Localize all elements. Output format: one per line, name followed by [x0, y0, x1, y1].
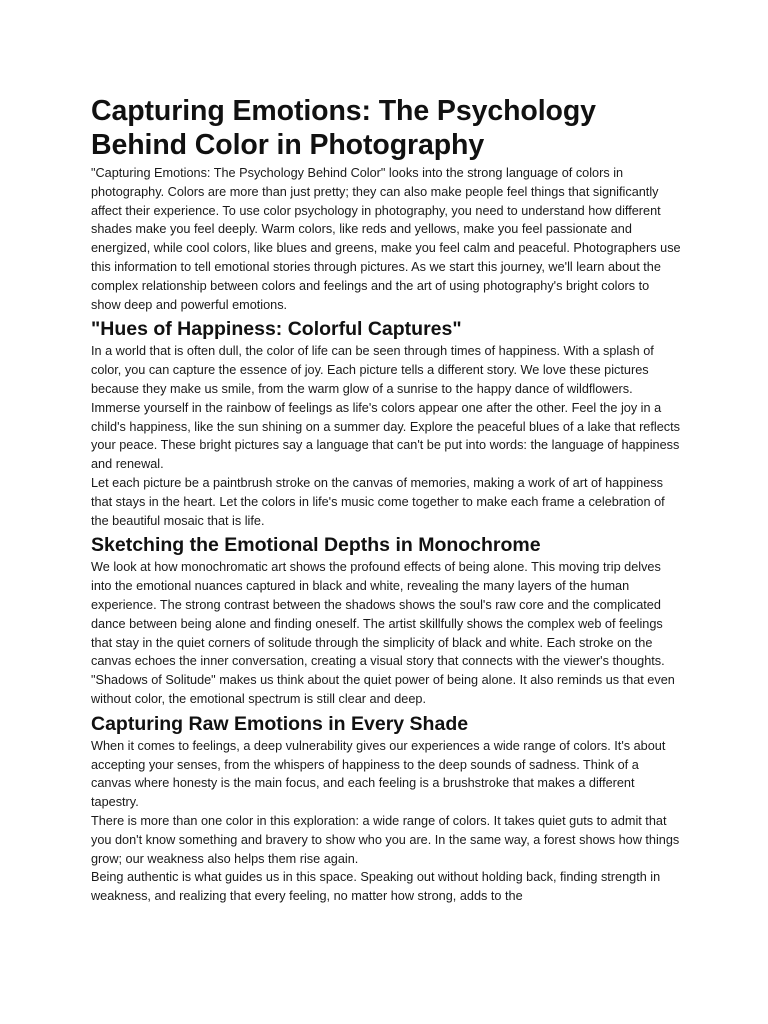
section-heading: "Hues of Happiness: Colorful Captures"	[91, 318, 462, 341]
section-monochrome	[91, 532, 681, 708]
section-hues-of-happiness	[91, 316, 681, 530]
page-title: Capturing Emotions: The Psychology Behind Color in Photography	[91, 95, 596, 161]
section-paragraph: When it comes to feelings, a deep vulnerability gives our experiences a wide range of colors. It's about accepting your senses, from the whispers of happiness to the deep sounds of sadness. Think of a canvas where honesty is the main focus, and each feeling is a brushstroke that makes a different tapestry.	[91, 738, 666, 810]
section-paragraph: Let each picture be a paintbrush stroke on the canvas of memories, making a work of art of happiness that stays in the heart. Let the colors in life's music come together to make each frame a celebration of the beautiful mosaic that is life.	[91, 475, 665, 528]
section-heading: Sketching the Emotional Depths in Monochrome	[91, 534, 541, 557]
section-paragraph: Being authentic is what guides us in this space. Speaking out without holding back, finding strength in weakness, and realizing that every feeling, no matter how strong, adds to the	[91, 870, 661, 904]
section-paragraph: We look at how monochromatic art shows the profound effects of being alone. This moving trip delves into the emotional nuances captured in black and white, revealing the many layers of the human experience. The strong contrast between the shadows shows the soul's raw core and the complicated dance between being alone and finding oneself. The artist skillfully shows the complex web of feelings that stay in the quiet corners of solitude through the simplicity of black and white. Each stroke on the canvas echoes the inner conversation, creating a visual story that connects with the viewer's thoughts. "Shadows of Solitude" makes us think about the quiet power of being alone. It also reminds us that even without color, the emotional spectrum is still clear and deep.	[91, 560, 675, 706]
section-paragraph: There is more than one color in this exploration: a wide range of colors. It takes quiet guts to admit that you don't know something and bravery to show who you are. In the same way, a forest shows how things grow; our weakness also helps them rise again.	[91, 813, 680, 866]
section-heading: Capturing Raw Emotions in Every Shade	[91, 712, 469, 735]
section-paragraph: In a world that is often dull, the color of life can be seen through times of happiness. With a splash of color, you can capture the essence of joy. Each picture tells a different story. We love these pictures because they make us smile, from the warm glow of a sunrise to the happy dance of wildflowers.	[91, 344, 654, 396]
section-raw-emotions	[91, 711, 681, 906]
section-paragraph: Immerse yourself in the rainbow of feelings as life's colors appear one after the other. Feel the joy in a child's happiness, like the sun shining on a summer day. Explore the peaceful blues of a lake that reflects your peace. These bright pictures say a language that can't be put into words: the language of happiness and renewal.	[91, 400, 680, 472]
intro-paragraph: "Capturing Emotions: The Psychology Behind Color" looks into the strong language of colors in photography. Colors are more than just pretty; they can also make people feel things that significantly affect their experience. To use color psychology in photography, you need to understand how different shades make you feel deeply. Warm colors, like reds and yellows, make you feel passionate and energized, while cool colors, like blues and greens, make you feel calm and peaceful. Photographers use this information to tell emotional stories through pictures. As we start this journey, we'll learn about the complex relationship between colors and feelings and the art of using photography's bright colors to show deep and powerful emotions.	[91, 166, 681, 312]
document-page	[91, 94, 681, 906]
